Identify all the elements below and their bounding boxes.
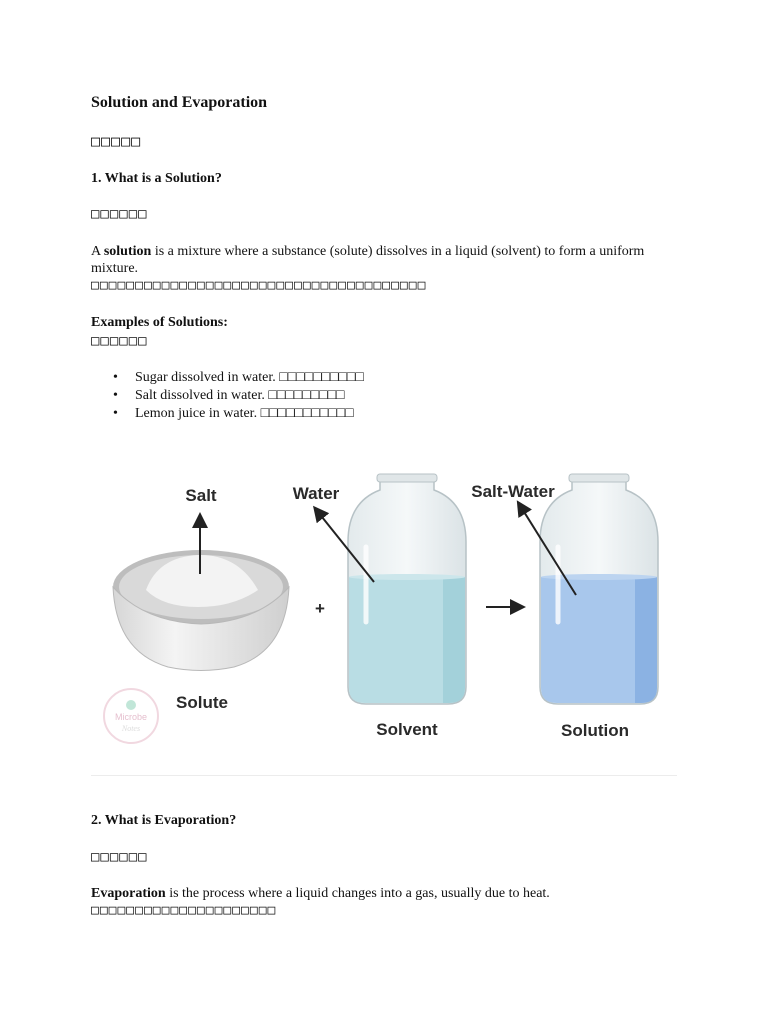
section1-heading: 1. What is a Solution? xyxy=(91,171,222,186)
solvent-bottle-neck xyxy=(377,474,437,482)
section1-heading-translation: □□□□□□ xyxy=(91,206,148,222)
label-water: Water xyxy=(292,484,340,503)
label-solution: Solution xyxy=(561,721,629,740)
watermark-line2: Notes xyxy=(121,724,141,733)
definition-translation: □□□□□□□□□□□□□□□□□□□□□□□□□□□□□□□□□□□□□□ xyxy=(91,278,427,293)
examples-translation: □□□□□□ xyxy=(91,333,148,349)
label-salt: Salt xyxy=(185,486,217,505)
section2-heading-translation: □□□□□□ xyxy=(91,849,148,865)
label-solute: Solute xyxy=(176,693,228,712)
definition-rest: is a mixture where a substance (solute) dissolves in a liquid (solvent) to form a uniform mixture. xyxy=(91,244,645,276)
solution-definition xyxy=(91,243,661,294)
list-item: • Sugar dissolved in water. □□□□□□□□□□ xyxy=(135,369,364,387)
solution-diagram xyxy=(98,462,672,752)
title-translation: □□□□□ xyxy=(91,132,142,150)
label-plus: + xyxy=(315,599,325,618)
section-divider xyxy=(91,775,677,776)
list-item: • Lemon juice in water. □□□□□□□□□□□ xyxy=(135,405,364,423)
evaporation-rest: is the process where a liquid changes into a gas, usually due to heat. xyxy=(165,886,550,901)
label-salt-water: Salt-Water xyxy=(471,482,555,501)
evaporation-translation: □□□□□□□□□□□□□□□□□□□□□ xyxy=(91,903,277,918)
watermark-logo xyxy=(104,689,158,743)
salt-bowl xyxy=(113,520,289,671)
list-item: • Salt dissolved in water. □□□□□□□□□ xyxy=(135,387,364,405)
evaporation-term: Evaporation xyxy=(91,886,166,901)
section2-heading: 2. What is Evaporation? xyxy=(91,813,237,828)
examples-list xyxy=(91,369,364,423)
definition-term: solution xyxy=(103,244,152,259)
solution-bottle xyxy=(521,474,658,704)
solvent-bottle xyxy=(318,474,466,704)
evaporation-definition xyxy=(91,885,661,919)
definition-prefix: A xyxy=(91,244,104,259)
solution-bottle-neck xyxy=(569,474,629,482)
examples-heading: Examples of Solutions: xyxy=(91,315,228,330)
label-solvent: Solvent xyxy=(376,720,438,739)
watermark-line1: Microbe xyxy=(114,712,148,722)
page-title: Solution and Evaporation xyxy=(91,94,268,111)
